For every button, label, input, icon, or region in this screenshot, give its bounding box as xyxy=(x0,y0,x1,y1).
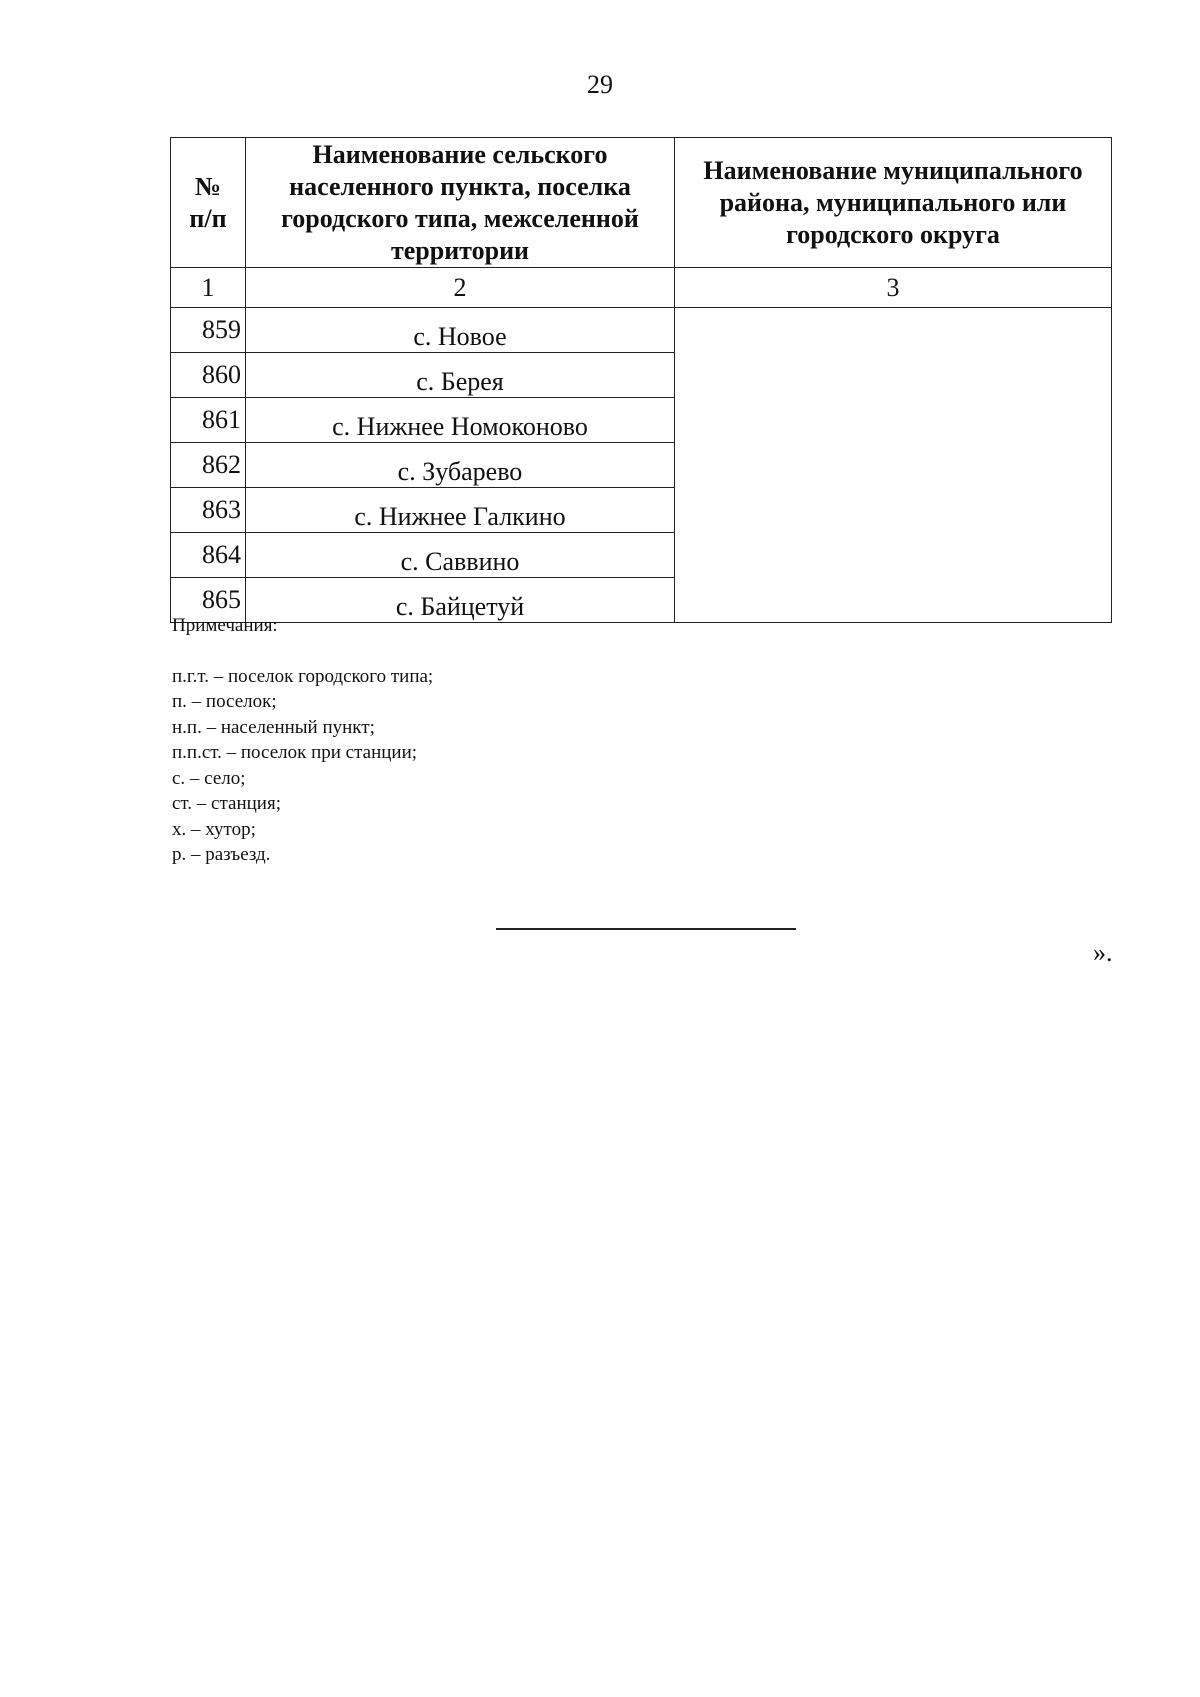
header-number-line1: № xyxy=(194,171,222,201)
row-number: 864 xyxy=(171,533,246,578)
note-item: п.г.т. – поселок городского типа; xyxy=(172,665,434,687)
note-item: п.п.ст. – поселок при станции; xyxy=(172,742,418,763)
note-item: с. – село; xyxy=(172,767,246,789)
column-number: 1 xyxy=(171,268,246,308)
header-number-line2: п/п xyxy=(189,203,227,233)
column-number: 2 xyxy=(246,268,675,308)
settlement-name: с. Зубарево xyxy=(246,443,675,488)
settlement-name: с. Нижнее Галкино xyxy=(246,488,675,533)
settlement-name: с. Новое xyxy=(246,308,675,353)
table-header-row xyxy=(171,138,1112,268)
settlement-name: с. Байцетуй xyxy=(246,578,675,623)
row-number: 860 xyxy=(171,353,246,398)
settlement-name: с. Нижнее Номоконово xyxy=(246,398,675,443)
settlements-table xyxy=(170,137,1112,623)
row-number: 865 xyxy=(171,578,246,623)
row-number: 859 xyxy=(171,308,246,353)
note-item: х. – хутор; xyxy=(172,818,256,840)
note-item: ст. – станция; xyxy=(172,793,281,814)
notes-section xyxy=(172,613,433,868)
note-item: п. – поселок; xyxy=(172,691,277,712)
settlement-name: с. Берея xyxy=(246,353,675,398)
district-cell xyxy=(675,308,1112,623)
settlement-name: с. Саввино xyxy=(246,533,675,578)
row-number: 863 xyxy=(171,488,246,533)
note-item: р. – разъезд. xyxy=(172,844,271,865)
header-number xyxy=(171,138,246,268)
page-number: 29 xyxy=(587,70,613,99)
header-district-name: Наименование муниципального района, муниципального или городского округа xyxy=(675,138,1112,268)
column-number: 3 xyxy=(675,268,1112,308)
row-number: 862 xyxy=(171,443,246,488)
closing-quote-mark: ». xyxy=(1093,938,1113,967)
notes-title: Примечания: xyxy=(172,615,278,636)
table-row xyxy=(171,308,1112,353)
column-number-row xyxy=(171,268,1112,308)
separator-line xyxy=(496,928,796,930)
row-number: 861 xyxy=(171,398,246,443)
note-item: н.п. – населенный пункт; xyxy=(172,716,375,738)
header-settlement-name: Наименование сельского населенного пункта, поселка городского типа, межселенной территории xyxy=(246,138,675,268)
